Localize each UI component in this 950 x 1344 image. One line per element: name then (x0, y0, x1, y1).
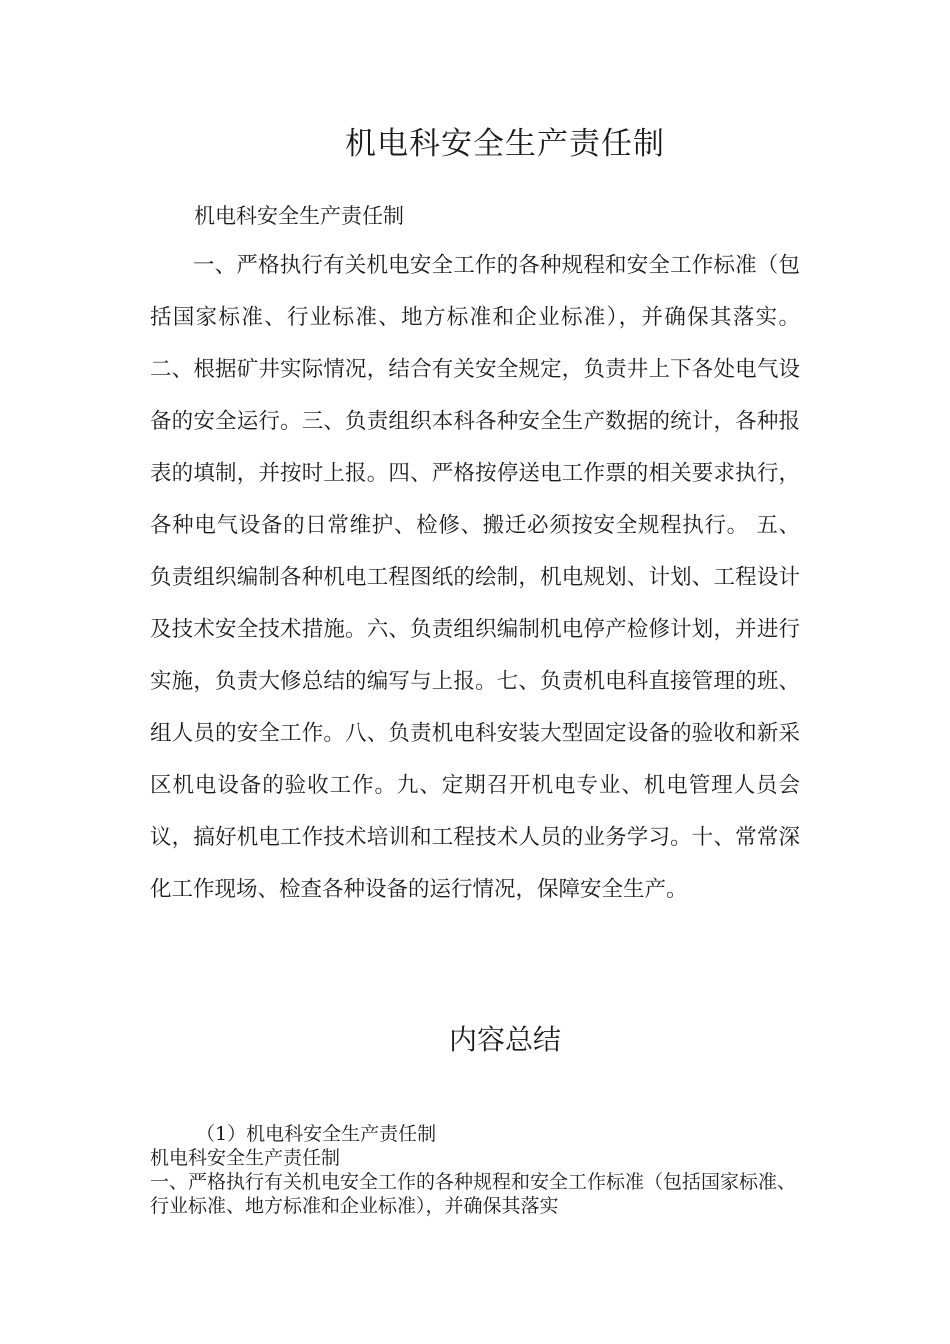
summary-line-1: 机电科安全生产责任制 (150, 1147, 341, 1169)
document-body: 一、严格执行有关机电安全工作的各种规程和安全工作标准（包括国家标准、行业标准、地方标准和企业标准），并确保其落实。二、根据矿井实际情况，结合有关安全规定，负责井上下各处电气设备的安全运行。三、负责组织本科各种安全生产数据的统计，各种报表的填制，并按时上报。四、严格按停送电工作票的相关要求执行，各种电气设备的日常维护、检修、搬迁必须按安全规程执行。 五、负责组织编制各种机电工程图纸的绘制，机电规划、计划、工程设计及技术安全技术措施。六、负责组织编制机电停产检修计划，并进行实施，负责大修总结的编写与上报。七、负责机电科直接管理的班、组人员的安全工作。八、负责机电科安装大型固定设备的验收和新采区机电设备的验收工作。九、定期召开机电专业、机电管理人员会议，搞好机电工作技术培训和工程技术人员的业务学习。十、常常深化工作现场、检查各种设备的运行情况，保障安全生产。 (150, 253, 800, 902)
document-subtitle: 机电科安全生产责任制 (194, 204, 404, 228)
document-title: 机电科安全生产责任制 (345, 126, 665, 162)
summary-heading: 内容总结 (448, 1023, 561, 1056)
summary-item-label: （1）机电科安全生产责任制 (196, 1123, 437, 1145)
summary-line-2: 一、严格执行有关机电安全工作的各种规程和安全工作标准（包括国家标准、行业标准、地方标准和企业标准），并确保其落实 (150, 1171, 797, 1217)
summary-block (150, 1122, 800, 1218)
